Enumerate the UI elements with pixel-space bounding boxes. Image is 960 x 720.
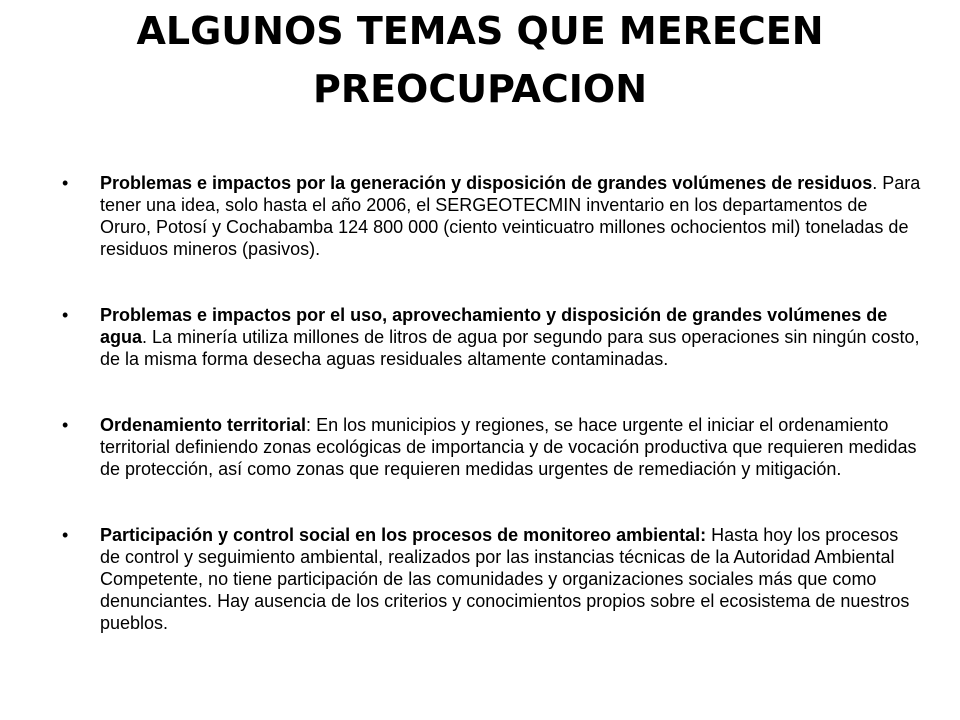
slide-title-line-2: PREOCUPACION (312, 67, 648, 111)
bullet-icon: • (62, 415, 69, 435)
bullet-body-text: La minería utiliza millones de litros de agua por segundo para sus operaciones sin ningún costo, de la misma forma desecha aguas residuales altamente contaminadas. (100, 327, 920, 369)
bullet-body-text: En los municipios y regiones, se hace urgente el iniciar el ordenamiento territorial definiendo zonas ecológicas de importancia y de vocación productiva que requieren medidas de protección, así como zonas que requieren medidas urgentes de remediación y mitigación. (100, 415, 917, 479)
bullet-list (62, 172, 922, 634)
bullet-icon: • (62, 525, 69, 545)
bullet-lead-text: Problemas e impactos por el uso, aprovechamiento y disposición de grandes volúmenes de agua (100, 305, 888, 347)
bullet-body-text: Para tener una idea, solo hasta el año 2006, el SERGEOTECMIN inventario en los departamentos de Oruro, Potosí y Cochabamba 124 800 000 (ciento veinticuatro millones ochocientos mil) toneladas de residuos mineros (pasivos). (100, 173, 921, 259)
bullet-icon: • (62, 173, 69, 193)
bullet-icon: • (62, 305, 69, 325)
bullet-separator: . (872, 173, 883, 193)
bullet-item-residuos (62, 172, 922, 260)
bullet-lead-text: Participación y control social en los procesos de monitoreo ambiental: (100, 525, 707, 545)
bullet-lead-text: Problemas e impactos por la generación y disposición de grandes volúmenes de residuos (100, 173, 873, 193)
bullet-lead-text: Ordenamiento territorial (100, 415, 307, 435)
slide-title (60, 2, 900, 118)
bullet-item-participacion (62, 524, 922, 634)
bullet-separator: . (142, 327, 153, 347)
bullet-item-ordenamiento (62, 414, 922, 480)
bullet-separator: : (306, 415, 317, 435)
slide-title-line-1: ALGUNOS TEMAS QUE MERECEN (136, 9, 824, 53)
bullet-body-text: Hasta hoy los procesos de control y seguimiento ambiental, realizados por las instancias técnicas de la Autoridad Ambiental Competente, no tiene participación de las comunidades y organizaciones sociales más que como denunciantes. Hay ausencia de los criterios y conocimientos propios sobre el ecosistema de nuestros pueblos. (100, 525, 910, 633)
bullet-item-agua (62, 304, 922, 370)
